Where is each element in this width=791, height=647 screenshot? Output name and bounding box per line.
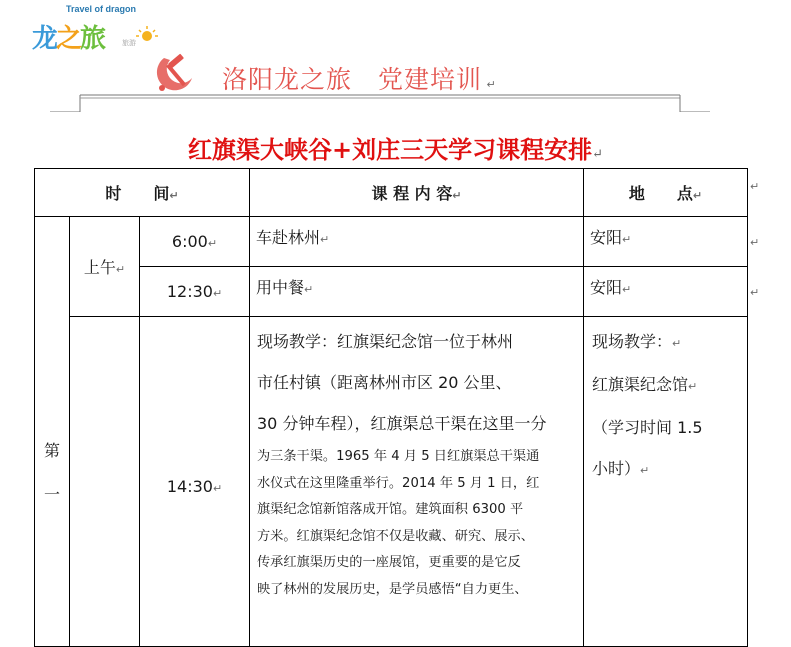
table-row [35,317,748,647]
paragraph-mark-icon: ↵ [482,78,497,91]
header-title-company: 洛阳龙之旅 [222,65,353,94]
header-title-topic: 党建培训 [378,65,483,94]
day-char-2: 一 [43,485,60,504]
header-title [222,60,497,96]
schedule-table [34,168,748,647]
table-row [35,267,748,317]
logo-tagline: Travel of dragon [66,4,137,14]
location-cell-long: 现场教学：↵ 红旗渠纪念馆↵ （学习时间 1.5 小时）↵ [584,317,748,647]
content-line: 市任村镇（距离林州市区 20 公里、 [257,373,512,392]
hammer-sickle-icon [152,48,200,96]
logo-char-3: 旅 [80,24,105,54]
time-cell: 6:00↵ [140,217,250,267]
content-cell-long [250,317,584,647]
logo-char-1: 龙 [32,24,57,54]
document-title-text: 红旗渠大峡谷+刘庄三天学习课程安排 [187,135,593,164]
location-cell: 安阳↵ [584,217,748,267]
header-time: 时 间↵ [35,169,250,217]
content-cell: 用中餐↵ [250,267,584,317]
time-cell: 14:30↵ [140,317,250,647]
header-rule [50,94,710,112]
location-line: （学习时间 1.5 [592,418,703,437]
content-cell: 车赴林州↵ [250,217,584,267]
content-line: 传承红旗渠历史的一座展馆，更重要的是它反 [257,555,521,570]
day-label-cell [35,217,70,647]
location-line: 小时） [592,459,641,478]
header-content: 课 程 内 容↵ [250,169,584,217]
paragraph-mark-icon: ↵ [592,147,603,162]
content-line: 映了林州的发展历史，是学员感悟“自力更生、 [257,581,528,597]
content-line: 旗渠纪念馆新馆落成开馆。建筑面积 6300 平 [257,502,524,517]
content-line: 30 分钟车程），红旗渠总干渠在这里一分 [257,414,547,433]
document-title [0,130,791,165]
logo-subtext: 旅游 [122,39,136,47]
table-header-row [35,169,748,217]
afternoon-label [70,317,140,647]
logo-wordmark [32,18,104,55]
table-row [35,217,748,267]
location-cell: 安阳↵ [584,267,748,317]
row-end-mark-icon: ↵ [750,286,760,299]
location-line: 红旗渠纪念馆 [592,375,689,394]
morning-label: 上午↵ [70,217,140,317]
location-line: 现场教学： [592,332,673,351]
content-line: 现场教学：红旗渠纪念馆一位于林州 [257,332,514,351]
day-char-1: 第 [43,441,60,460]
content-line: 水仪式在这里隆重举行。2014 年 5 月 1 日，红 [257,475,540,491]
company-logo [30,4,150,56]
header-location: 地 点↵ [584,169,748,217]
content-line: 为三条干渠。1965 年 4 月 5 日红旗渠总干渠通 [257,449,540,464]
sun-icon [134,24,160,42]
content-line: 方米。红旗渠纪念馆不仅是收藏、研究、展示、 [257,528,534,544]
logo-char-2: 之 [56,24,81,54]
row-end-mark-icon: ↵ [750,180,760,193]
time-cell: 12:30↵ [140,267,250,317]
row-end-mark-icon: ↵ [750,236,760,249]
